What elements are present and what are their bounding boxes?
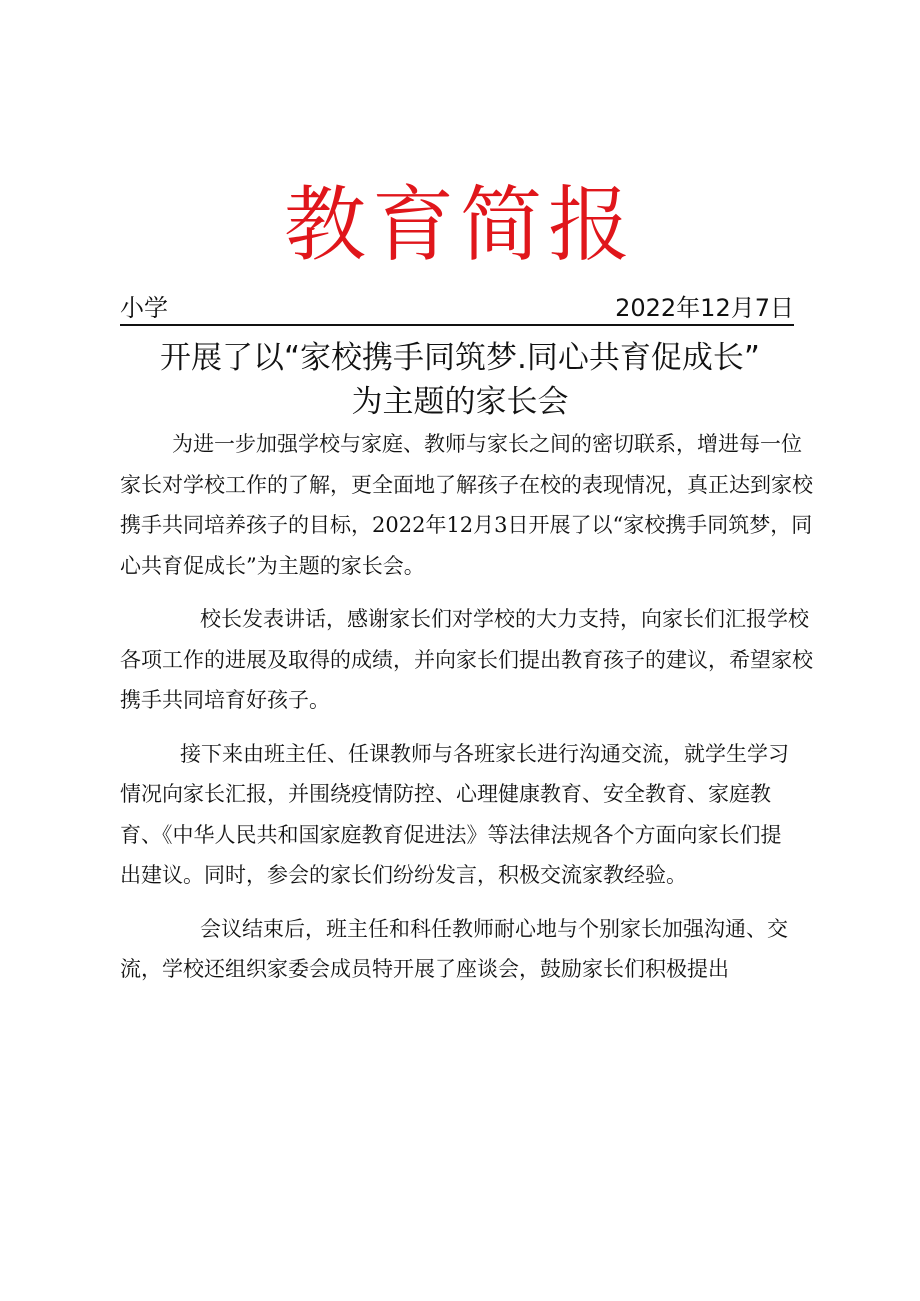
paragraph-1: 为进一步加强学校与家庭、教师与家长之间的密切联系，增进每一位家长对学校工作的了解，更全面地了解孩子在校的表现情况，真正达到家校携手共同培养孩子的目标，2022年12月3日开展了以“家校携手同筑梦，同心共育促成长”为主题的家长会。 — [120, 432, 813, 578]
issue-line — [120, 292, 794, 326]
paragraph-2: 校长发表讲话，感谢家长们对学校的大力支持，向家长们汇报学校各项工作的进展及取得的成绩，并向家长们提出教育孩子的建议，希望家校携手共同培育好孩子。 — [120, 607, 813, 712]
article-body — [120, 424, 820, 1003]
headline-line-1: 开展了以“家校携手同筑梦.同心共育促成长” — [160, 340, 760, 376]
issue-date: 2022年12月7日 — [615, 294, 794, 322]
paragraph-3: 接下来由班主任、任课教师与各班家长进行沟通交流，就学生学习情况向家长汇报，并围绕疫情防控、心理健康教育、安全教育、家庭教育、《中华人民共和国家庭教育促进法》等法律法规各个方面向家长们提出建议。同时，参会的家长们纷纷发言，积极交流家教经验。 — [120, 741, 789, 887]
masthead-title: 教育简报 — [283, 178, 636, 273]
headline-line-2: 为主题的家长会 — [351, 384, 569, 420]
paragraph-4: 会议结束后，班主任和科任教师耐心地与个别家长加强沟通、交流，学校还组织家委会成员特开展了座谈会，鼓励家长们积极提出 — [120, 916, 788, 981]
article-headline — [100, 336, 820, 424]
school-name: 小学 — [120, 294, 168, 322]
